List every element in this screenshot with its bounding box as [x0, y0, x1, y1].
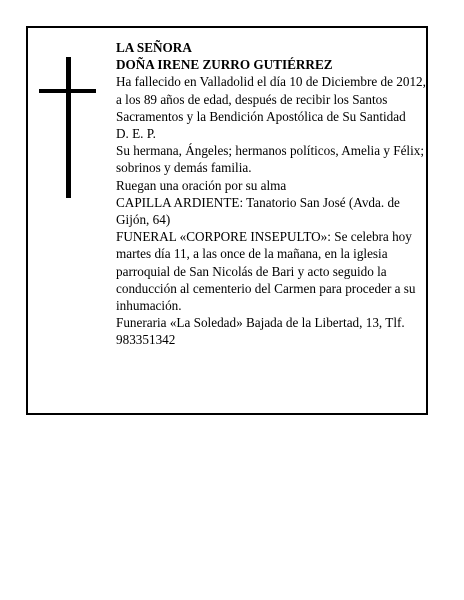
notice-heading-title: LA SEÑORA [116, 40, 192, 55]
obituary-notice [26, 26, 428, 415]
notice-text [116, 39, 428, 349]
notice-paragraph-family: Su hermana, Ángeles; hermanos políticos, Amelia y Félix; sobrinos y demás familia. [116, 143, 425, 176]
notice-paragraph-funeral: FUNERAL «CORPORE INSEPULTO»: Se celebra hoy martes día 11, a las once de la mañana, en la iglesia parroquial de San Nicolás de Bari y acto seguido la conducción al cementerio del Carmen para proceder a su inhumación. [116, 229, 416, 314]
notice-paragraph-chapel: CAPILLA ARDIENTE: Tanatorio San José (Avda. de Gijón, 64) [116, 194, 400, 228]
notice-heading-name: DOÑA IRENE ZURRO GUTIÉRREZ [116, 57, 333, 73]
cross-vertical-bar [66, 57, 71, 198]
notice-paragraph-funeral-home: Funeraria «La Soledad» Bajada de la Libertad, 13, Tlf. 983351342 [116, 315, 405, 348]
cross-horizontal-bar [39, 89, 96, 93]
notice-paragraph-dep: D. E. P. [116, 126, 156, 142]
notice-paragraph-death: Ha fallecido en Valladolid el día 10 de Diciembre de 2012, a los 89 años de edad, después de recibir los Santos Sacramentos y la Bendición Apostólica de Su Santidad [116, 74, 426, 124]
notice-paragraph-prayer: Ruegan una oración por su alma [116, 177, 287, 193]
